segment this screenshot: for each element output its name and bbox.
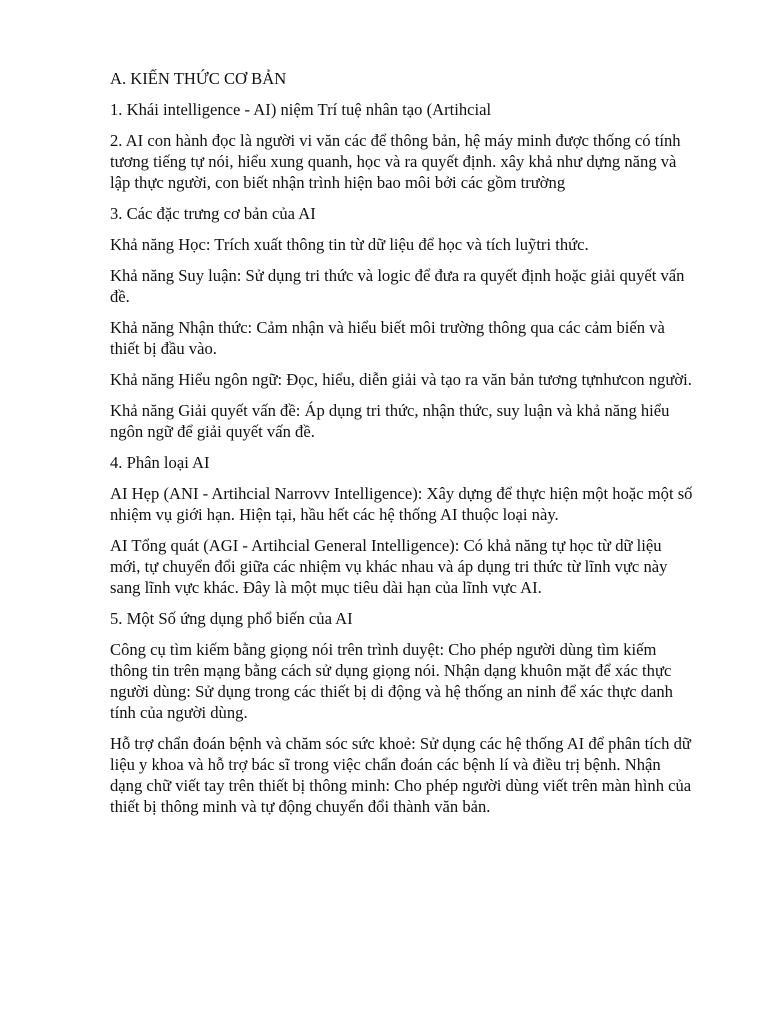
subsection-heading: 4. Phân loại AI bbox=[110, 453, 210, 472]
paragraph: Khả năng Suy luận: Sử dụng tri thức và logic để đưa ra quyết định hoặc giải quyết vấn đề. bbox=[110, 266, 685, 306]
paragraph: Hỗ trợ chẩn đoán bệnh và chăm sóc sức khoẻ: Sử dụng các hệ thống AI để phân tích dữ liệu y khoa và hỗ trợ bác sĩ trong việc chẩn đoán các bệnh lí và điều trị bệnh. Nhận dạng chữ viết tay trên thiết bị thông minh: Cho phép người dùng viết trên màn hình của thiết bị thông minh và tự động chuyển đổi thành văn bản. bbox=[110, 734, 692, 816]
paragraph: Khả năng Hiểu ngôn ngữ: Đọc, hiểu, diễn giải và tạo ra văn bản tương tựnhưcon người. bbox=[110, 370, 692, 389]
paragraph: 1. Khái intelligence - AI) niệm Trí tuệ nhân tạo (Artihcial bbox=[110, 100, 492, 119]
paragraph: Khả năng Nhận thức: Cảm nhận và hiểu biết môi trường thông qua các cảm biến và thiết bị đầu vào. bbox=[110, 318, 665, 358]
section-heading: A. KIẾN THỨC CƠ BẢN bbox=[110, 69, 287, 88]
paragraph: 2. AI con hành đọc là người vi văn các để thông bản, hệ máy minh được thống có tính tương tiếng tự nói, hiểu xung quanh, học và ra quyết định. xây khả như dựng năng và lập thực người, con biết nhận trình hiện bao môi bởi các gồm trường bbox=[110, 131, 681, 192]
paragraph: AI Tổng quát (AGI - Artihcial General Intelligence): Có khả năng tự học từ dữ liệu mới, tự chuyển đổi giữa các nhiệm vụ khác nhau và áp dụng tri thức từ lĩnh vực này sang lĩnh vực khác. Đây là một mục tiêu dài hạn của lĩnh vực AI. bbox=[110, 536, 668, 597]
document-page bbox=[110, 68, 695, 827]
paragraph: Khả năng Học: Trích xuất thông tin từ dữ liệu để học và tích luỹtri thức. bbox=[110, 235, 589, 254]
paragraph: Khả năng Giải quyết vấn đề: Áp dụng tri thức, nhận thức, suy luận và khả năng hiểu ngôn ngữ để giải quyết vấn đề. bbox=[110, 401, 670, 441]
subsection-heading: 5. Một Số ứng dụng phổ biến của AI bbox=[110, 609, 353, 628]
paragraph: AI Hẹp (ANI - Artihcial Narrovv Intelligence): Xây dựng để thực hiện một hoặc một số nhiệm vụ giới hạn. Hiện tại, hầu hết các hệ thống AI thuộc loại này. bbox=[110, 484, 693, 524]
subsection-heading: 3. Các đặc trưng cơ bản của AI bbox=[110, 204, 316, 223]
paragraph: Công cụ tìm kiếm bằng giọng nói trên trình duyệt: Cho phép người dùng tìm kiếm thông tin trên mạng bằng cách sử dụng giọng nói. Nhận dạng khuôn mặt để xác thực người dùng: Sử dụng trong các thiết bị di động và hệ thống an ninh để xác thực danh tính của người dùng. bbox=[110, 640, 673, 722]
